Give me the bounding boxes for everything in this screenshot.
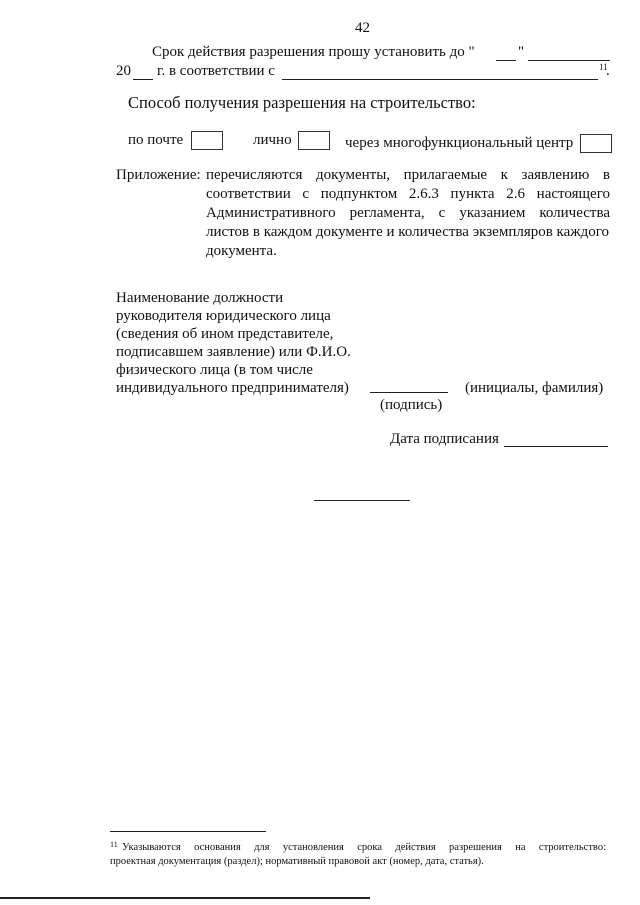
attachment-line-1: перечисляются документы, прилагаемые к заявлению в (206, 167, 610, 183)
month-blank[interactable] (528, 60, 610, 61)
option-in-person-label: лично (253, 132, 292, 148)
attachment-label: Приложение: (116, 167, 201, 183)
initials-caption: (инициалы, фамилия) (465, 380, 604, 396)
option-mail-checkbox[interactable] (191, 131, 223, 150)
signatory-line-5: физического лица (в том числе (116, 362, 313, 378)
day-blank[interactable] (496, 60, 516, 61)
signature-caption: (подпись) (380, 397, 443, 413)
attachment-line-5: документа. (206, 243, 277, 259)
date-label: Дата подписания (390, 431, 499, 447)
signatory-line-3: (сведения об ином представителе, (116, 326, 334, 342)
basis-text: г. в соответствии с (157, 63, 275, 79)
year-prefix: 20 (116, 63, 131, 79)
term-line-1 (152, 44, 475, 61)
option-mfc-label: через многофункциональный центр (345, 135, 574, 151)
date-blank[interactable] (504, 446, 608, 447)
footnote-separator (110, 831, 266, 832)
attachment-line-4: листов в каждом документе и количества экземпляров каждого (206, 224, 610, 240)
footnote-ref: 11 (599, 62, 608, 72)
footnote-mark: 11 (110, 840, 118, 849)
option-mfc-checkbox[interactable] (580, 134, 612, 153)
signatory-line-6: индивидуального предпринимателя) (116, 380, 349, 396)
term-period: . (606, 63, 610, 79)
year-blank[interactable] (133, 79, 153, 80)
option-mail-label: по почте (128, 132, 184, 148)
attachment-line-3: Административного регламента, с указанием количества (206, 205, 610, 221)
basis-blank[interactable] (282, 79, 598, 80)
signatory-line-1: Наименование должности (116, 290, 284, 306)
signatory-line-2: руководителя юридического лица (116, 308, 331, 324)
footnote-line-1: Указываются основания для установления срока действия разрешения на строительство: (122, 842, 606, 853)
method-heading: Способ получения разрешения на строительство: (128, 93, 476, 112)
term-prefix: Срок действия разрешения прошу установить до (152, 44, 465, 60)
option-in-person-checkbox[interactable] (298, 131, 330, 150)
open-quote: " (468, 44, 475, 60)
signature-blank[interactable] (370, 392, 448, 393)
signatory-line-4: подписавшем заявление) или Ф.И.О. (116, 344, 351, 360)
page-bottom-rule (0, 897, 370, 899)
section-separator (314, 500, 410, 501)
page-number: 42 (355, 20, 370, 36)
attachment-line-2: соответствии с подпунктом 2.6.3 пункта 2.6 настоящего (206, 186, 610, 202)
footnote-line-2: проектная документация (раздел); нормативный правовой акт (номер, дата, статья). (110, 856, 484, 867)
close-quote: " (518, 44, 525, 60)
